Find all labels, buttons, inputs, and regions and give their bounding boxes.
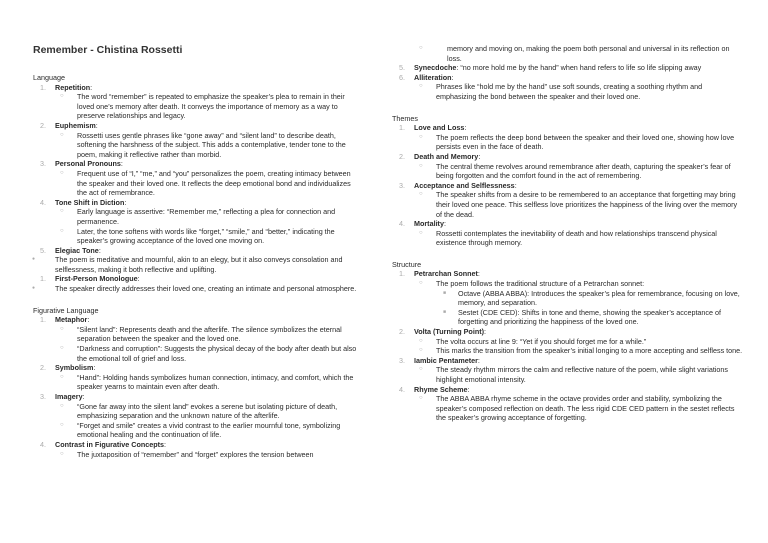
list-item: ○ The volta occurs at line 9: “Yet if you should forget me for a while.”: [392, 337, 744, 347]
list-item: ○ “Darkness and corruption”: Suggests the physical decay of the body after death but also the emotional toll of grief and loss.: [33, 344, 358, 363]
list-item: 2. Euphemism:: [40, 120, 98, 130]
left-column: [33, 44, 358, 459]
list-item: 4. Tone Shift in Diction:: [40, 197, 127, 207]
list-item: ○ This marks the transition from the speaker’s initial longing to a more accepting and selfless tone.: [392, 346, 744, 356]
list-item: ○ “Hand”: Holding hands symbolizes human connection, intimacy, and comfort, which the speaker yearns to maintain even after death.: [33, 373, 358, 392]
list-item: ○ “Forget and smile” creates a vivid contrast to the earlier mournful tone, symbolizing emotional healing and the continuation of life.: [33, 421, 358, 440]
list-item: 3. Imagery:: [40, 392, 85, 401]
list-item: 3. Personal Pronouns:: [40, 159, 123, 169]
list-item: ■ Octave (ABBA ABBA): Introduces the speaker’s plea for remembrance, focusing on love, memory, and separation.: [392, 289, 744, 308]
list-item: 2. Symbolism:: [40, 363, 96, 373]
list-item: ○ Later, the tone softens with words like “forget,” “smile,” and “better,” indicating the speaker’s growing acceptance of the loved one moving on.: [33, 227, 358, 246]
list-item: 4. Contrast in Figurative Concepts:: [40, 439, 167, 449]
list-item: ○ The juxtaposition of “remember” and “forget” explores the tension between: [33, 450, 358, 460]
section-heading-figurative: Figurative Language: [33, 305, 99, 315]
list-item: 1. First-Person Monologue:: [40, 274, 140, 284]
list-item: ○ memory and moving on, making the poem both personal and universal in its reflection on loss.: [392, 44, 744, 63]
list-item: 2. Death and Memory:: [399, 151, 481, 161]
list-item: 1. Metaphor:: [40, 315, 90, 325]
list-item: 1. Petrarchan Sonnet:: [399, 269, 480, 279]
list-item: ○ The ABBA ABBA rhyme scheme in the octave provides order and stability, symbolizing the speaker’s composed reflection on death. The less rigid CDE CED pattern in the sestet reflects the speaker’s growing acceptance of forgetting.: [392, 394, 744, 423]
list-item: ■ Sestet (CDE CED): Shifts in tone and theme, showing the speaker’s acceptance of forgetting and prioritizing the happiness of the loved one.: [392, 308, 744, 327]
section-heading-themes: Themes: [392, 113, 418, 123]
list-item: 3. Acceptance and Selflessness:: [399, 180, 517, 190]
list-item: ○ The word “remember” is repeated to emphasize the speaker’s plea to remain in their loved one’s memory after death. It conveys the importance of memory as a way to preserve relationships and legacy.: [33, 92, 358, 121]
list-item: ○ The central theme revolves around remembrance after death, capturing the speaker’s fear of being forgotten and the comfort found in the act of remembering.: [392, 162, 744, 181]
list-item: 1. Love and Loss:: [399, 123, 467, 133]
list-item: 2. Volta (Turning Point):: [399, 327, 486, 337]
list-item: 5. Synecdoche: “no more hold me by the hand” when hand refers to life so life slipping away: [399, 63, 702, 73]
list-item: 5. Elegiac Tone:: [40, 245, 101, 255]
list-item: 4. Mortality:: [399, 219, 446, 229]
list-item: ○ Phrases like “hold me by the hand” use soft sounds, creating a soothing rhythm and emphasizing the bond between the speaker and their loved one.: [392, 82, 744, 101]
page-title: Remember - Chistina Rossetti: [33, 44, 183, 56]
section-heading-structure: Structure: [392, 259, 422, 269]
list-item: ○ The poem reflects the deep bond between the speaker and their loved one, showing how love persists even in the face of death.: [392, 133, 744, 152]
list-item: ○ The speaker shifts from a desire to be remembered to an acceptance that forgetting may bring their loved one peace. This selfless love prioritizes the happiness of the living over the memory of the dead.: [392, 190, 744, 219]
list-item: 4. Rhyme Scheme:: [399, 384, 470, 394]
list-item: ○ “Gone far away into the silent land” evokes a serene but isolating picture of death, emphasizing separation and the unknown nature of the afterlife.: [33, 402, 358, 421]
list-item: 1. Repetition:: [40, 82, 93, 92]
list-item: ○ “Silent land”: Represents death and the afterlife. The silence symbolizes the eternal separation between the speaker and the loved one.: [33, 325, 358, 344]
list-item: ○ Frequent use of “I,” “me,” and “you” personalizes the poem, creating intimacy between the speaker and their loved one. It reflects the deep emotional bond and individualizes the act of remembrance.: [33, 169, 358, 198]
right-column: [392, 44, 744, 423]
section-heading-language: Language: [33, 73, 65, 82]
list-item: ● The speaker directly addresses their loved one, creating an intimate and personal atmosphere.: [33, 284, 358, 294]
list-item: 6. Alliteration:: [399, 72, 454, 82]
list-item: ○ Rossetti contemplates the inevitability of death and how relationships transcend physical existence through memory.: [392, 229, 744, 248]
list-item: ○ Early language is assertive: “Remember me,” reflecting a plea for connection and permanence.: [33, 207, 358, 226]
list-item: ○ The steady rhythm mirrors the calm and reflective nature of the poem, while slight variations highlight emotional intensity.: [392, 365, 744, 384]
list-item: ○ The poem follows the traditional structure of a Petrarchan sonnet:: [392, 279, 744, 289]
list-item: 3. Iambic Pentameter:: [399, 355, 480, 365]
list-item: ● The poem is meditative and mournful, akin to an elegy, but it also conveys consolation and selflessness, making it both reflective and uplifting.: [33, 255, 358, 274]
list-item: ○ Rossetti uses gentle phrases like “gone away” and “silent land” to describe death, softening the harshness of the subject. This adds a contemplative, tender tone to the poem, making it reflective rather than morbid.: [33, 131, 358, 160]
